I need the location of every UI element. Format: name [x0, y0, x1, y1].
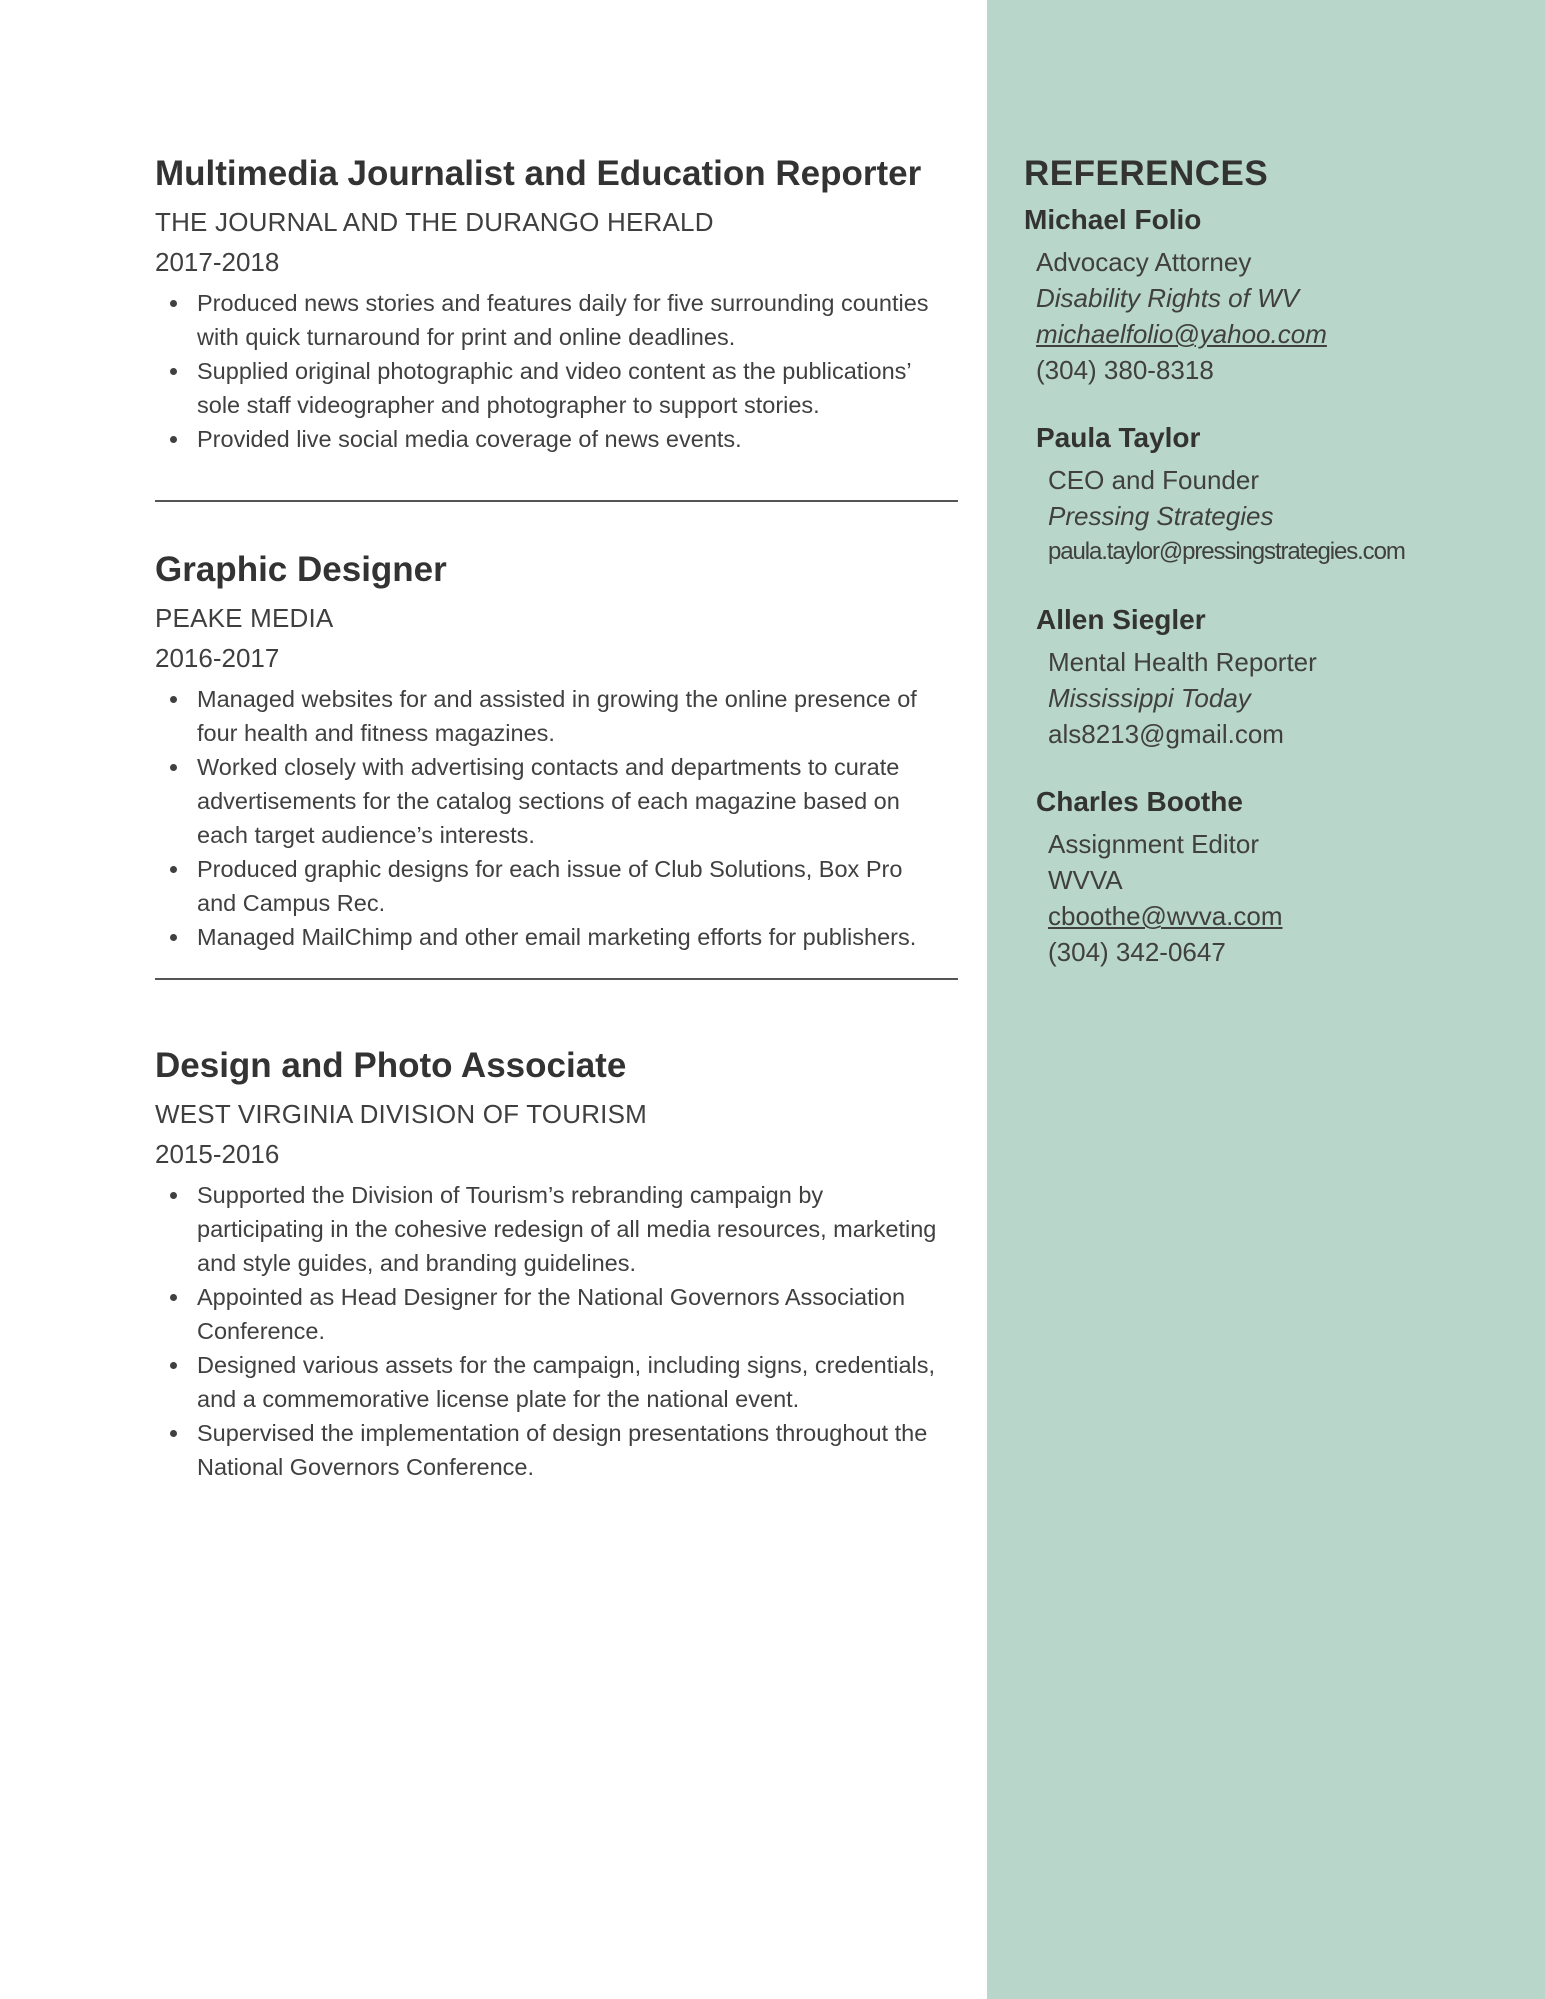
reference-details	[1036, 462, 1524, 570]
reference-entry	[1024, 200, 1524, 388]
bullet-icon	[170, 1430, 177, 1437]
reference-organization: Disability Rights of WV	[1036, 283, 1299, 313]
reference-name: Paula Taylor	[1036, 422, 1201, 453]
reference-phone: (304) 342-0647	[1048, 937, 1226, 967]
company-name: WEST VIRGINIA DIVISION OF TOURISM	[155, 1099, 648, 1129]
company-name: PEAKE MEDIA	[155, 603, 334, 633]
reference-name: Allen Siegler	[1036, 604, 1206, 635]
section-divider	[155, 978, 958, 980]
section-divider	[155, 500, 958, 502]
experience-entry	[155, 546, 957, 954]
employment-dates: 2016-2017	[155, 643, 280, 673]
list-item	[197, 750, 957, 852]
bullet-text: Designed various assets for the campaign, including signs, credentials, and a commemorative license plate for the national event.	[197, 1352, 936, 1412]
job-title: Graphic Designer	[155, 550, 447, 589]
list-item	[197, 354, 957, 422]
reference-role: Assignment Editor	[1048, 829, 1259, 859]
bullet-text: Managed websites for and assisted in growing the online presence of four health and fitness magazines.	[197, 686, 917, 746]
reference-organization: Pressing Strategies	[1048, 501, 1274, 531]
reference-email-link[interactable]: cboothe@wvva.com	[1048, 901, 1283, 931]
responsibilities-list	[155, 1178, 957, 1484]
bullet-icon	[170, 300, 177, 307]
bullet-text: Produced news stories and features daily for five surrounding counties with quick turnaround for print and online deadlines.	[197, 290, 929, 350]
bullet-icon	[170, 1192, 177, 1199]
reference-entry	[1024, 600, 1524, 752]
employment-dates: 2017-2018	[155, 247, 280, 277]
references-section	[1024, 150, 1524, 970]
reference-email: paula.taylor@pressingstrategies.com	[1048, 538, 1405, 565]
experience-entry	[155, 150, 957, 456]
list-item	[197, 1178, 957, 1280]
reference-organization: WVVA	[1048, 865, 1123, 895]
employment-dates: 2015-2016	[155, 1139, 280, 1169]
bullet-text: Provided live social media coverage of news events.	[197, 426, 742, 452]
reference-role: Advocacy Attorney	[1036, 247, 1252, 277]
bullet-text: Supported the Division of Tourism’s rebranding campaign by participating in the cohesive redesign of all media resources, marketing and style guides, and branding guidelines.	[197, 1182, 937, 1276]
job-title: Multimedia Journalist and Education Reporter	[155, 154, 922, 193]
bullet-icon	[170, 368, 177, 375]
reference-name: Michael Folio	[1024, 204, 1202, 235]
list-item	[197, 1348, 957, 1416]
reference-role: Mental Health Reporter	[1048, 647, 1317, 677]
list-item	[197, 920, 957, 954]
bullet-icon	[170, 866, 177, 873]
reference-organization: Mississippi Today	[1048, 683, 1251, 713]
list-item	[197, 422, 957, 456]
reference-email-link[interactable]: michaelfolio@yahoo.com	[1036, 319, 1327, 349]
responsibilities-list	[155, 682, 957, 954]
reference-role: CEO and Founder	[1048, 465, 1260, 495]
bullet-icon	[170, 1294, 177, 1301]
reference-details	[1036, 826, 1524, 970]
bullet-text: Produced graphic designs for each issue of Club Solutions, Box Pro and Campus Rec.	[197, 856, 903, 916]
reference-phone: (304) 380-8318	[1036, 355, 1214, 385]
bullet-icon	[170, 1362, 177, 1369]
reference-email: als8213@gmail.com	[1048, 719, 1284, 749]
bullet-icon	[170, 764, 177, 771]
list-item	[197, 682, 957, 750]
list-item	[197, 1280, 957, 1348]
reference-entry	[1024, 418, 1524, 570]
reference-details	[1024, 244, 1524, 388]
experience-column	[155, 150, 957, 1484]
reference-entry	[1024, 782, 1524, 970]
list-item	[197, 852, 957, 920]
list-item	[197, 286, 957, 354]
bullet-text: Appointed as Head Designer for the National Governors Association Conference.	[197, 1284, 906, 1344]
bullet-icon	[170, 436, 177, 443]
experience-entry	[155, 1042, 957, 1484]
bullet-icon	[170, 934, 177, 941]
bullet-text: Supplied original photographic and video content as the publications’ sole staff videographer and photographer to support stories.	[197, 358, 911, 418]
list-item	[197, 1416, 957, 1484]
bullet-text: Managed MailChimp and other email marketing efforts for publishers.	[197, 924, 917, 950]
reference-name: Charles Boothe	[1036, 786, 1243, 817]
references-heading: REFERENCES	[1024, 154, 1269, 193]
company-name: THE JOURNAL AND THE DURANGO HERALD	[155, 207, 714, 237]
bullet-icon	[170, 696, 177, 703]
job-title: Design and Photo Associate	[155, 1046, 627, 1085]
reference-details	[1036, 644, 1524, 752]
responsibilities-list	[155, 286, 957, 456]
bullet-text: Worked closely with advertising contacts and departments to curate advertisements for the catalog sections of each magazine based on each target audience’s interests.	[197, 754, 900, 848]
bullet-text: Supervised the implementation of design presentations throughout the National Governors Conference.	[197, 1420, 928, 1480]
